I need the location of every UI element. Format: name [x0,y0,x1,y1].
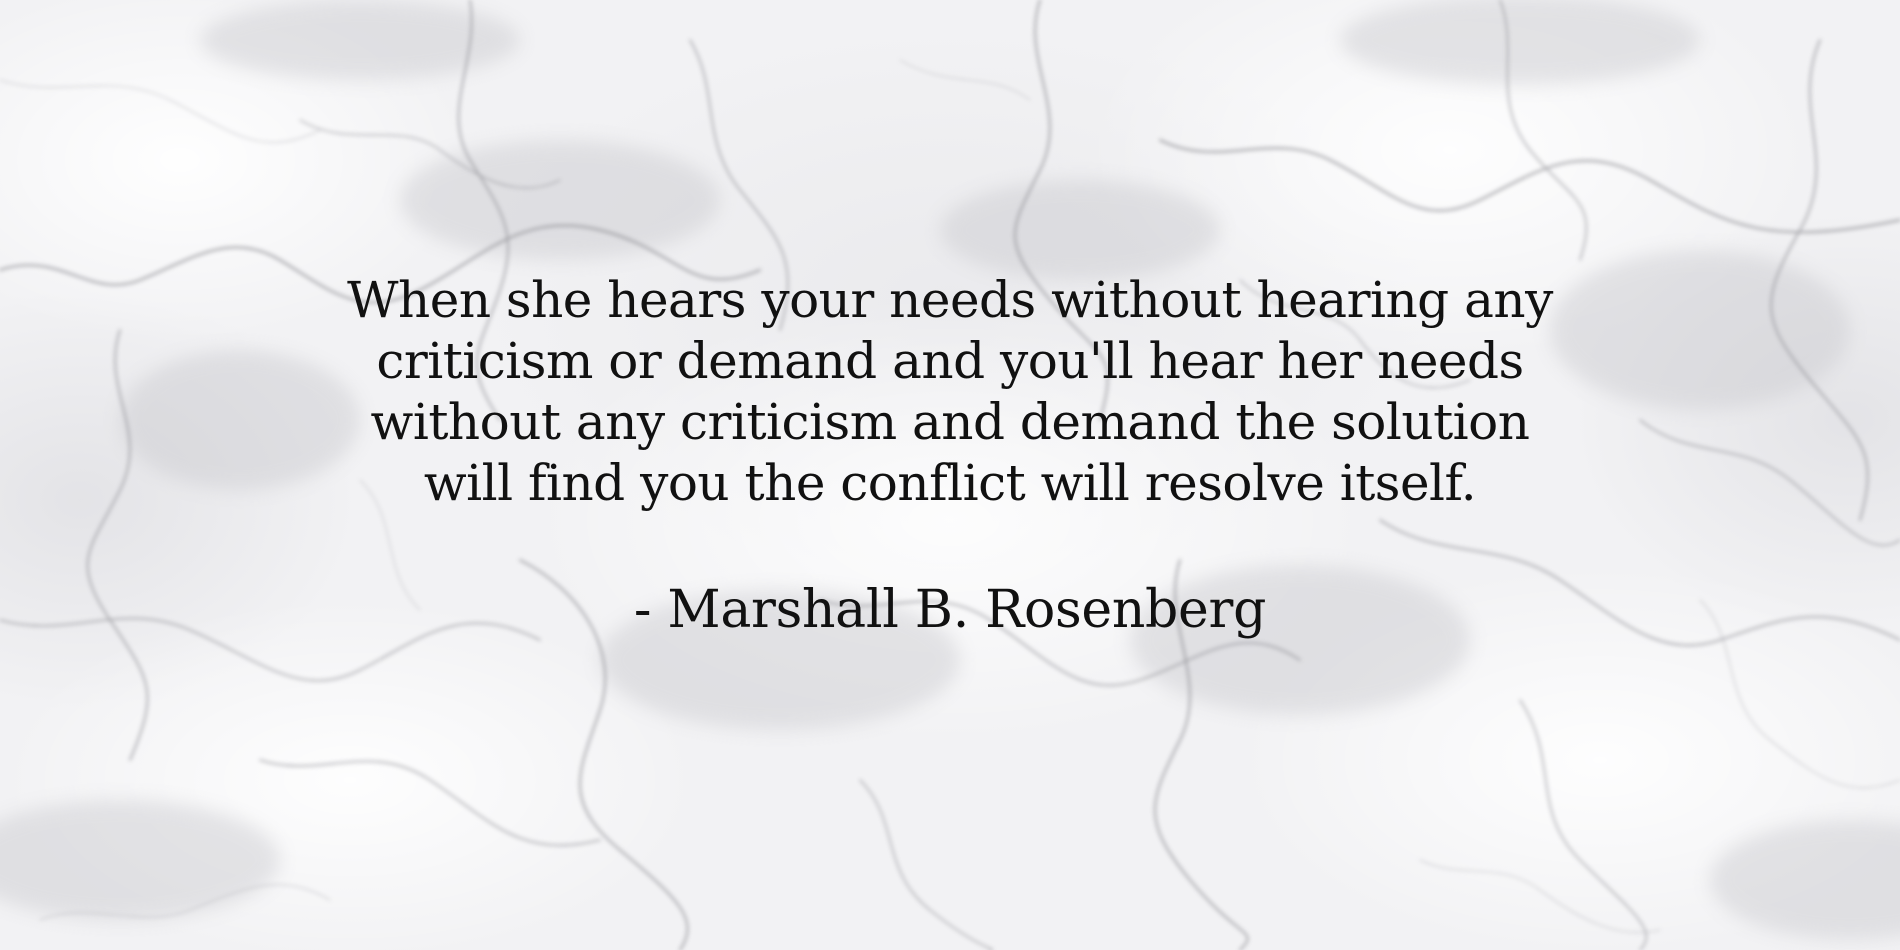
quote-line-2: criticism or demand and you'll hear her needs [376,332,1524,390]
quote-attribution: - Marshall B. Rosenberg [633,580,1267,640]
quote-line-3: without any criticism and demand the solution [370,393,1530,451]
quote-line-4: will find you the conflict will resolve itself. [423,454,1477,512]
quote-line-1: When she hears your needs without hearing any [347,271,1553,329]
quote-block [250,270,1650,642]
